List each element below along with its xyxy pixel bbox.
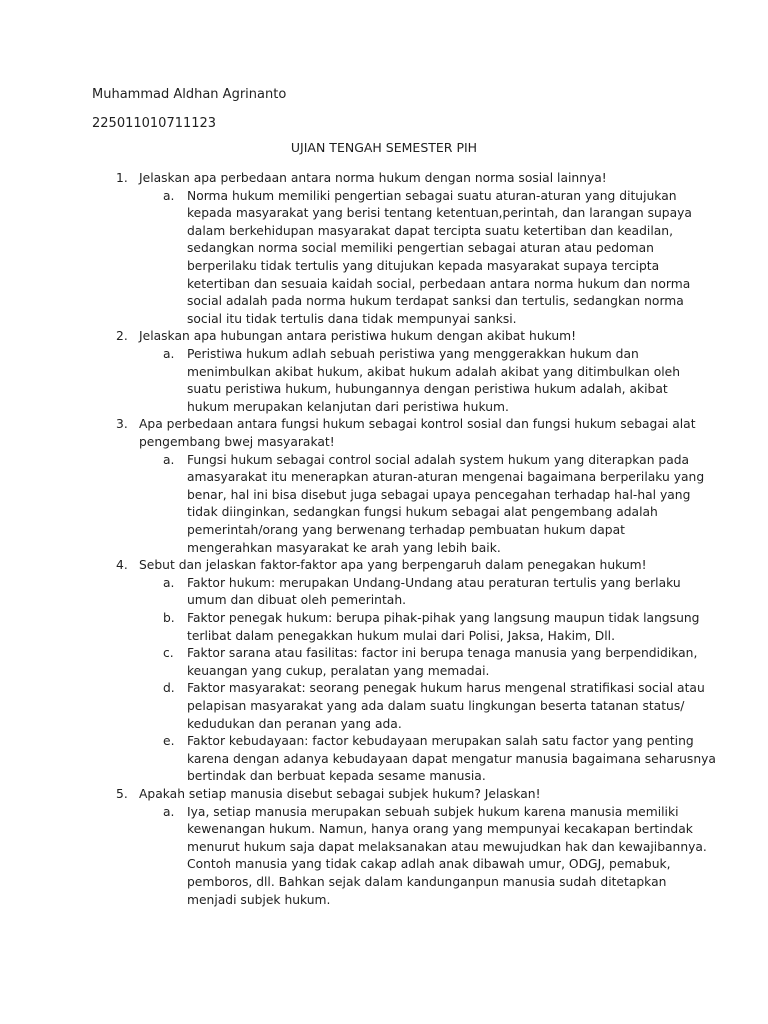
answer-text: Peristiwa hukum adlah sebuah peristiwa yang menggerakkan hukum dan xyxy=(187,347,639,361)
answer-text: bertindak dan berbuat kepada sesame manusia. xyxy=(187,769,486,784)
answer-text: pelapisan masyarakat yang ada dalam suatu lingkungan beserta tatanan status/ xyxy=(187,699,685,713)
answer-text: tidak diinginkan, sedangkan fungsi hukum sebagai alat pengembang adalah xyxy=(187,505,658,520)
answer-text: kepada masyarakat yang berisi tentang ketentuan,perintah, dan larangan supaya xyxy=(187,206,692,221)
answer-letter: d. xyxy=(163,681,175,696)
question-number: 4. xyxy=(116,558,128,573)
question-text: Apa perbedaan antara fungsi hukum sebagai kontrol sosial dan fungsi hukum sebagai alat xyxy=(139,417,696,432)
student-id: 225011010711123 xyxy=(92,116,217,131)
answer-letter: c. xyxy=(163,646,174,661)
answer-text: Faktor sarana atau fasilitas: factor ini berupa tenaga manusia yang berpendidikan, xyxy=(187,646,698,661)
answer-letter: a. xyxy=(163,347,175,361)
answer-text: mengerahkan masyarakat ke arah yang lebih baik. xyxy=(187,540,501,555)
answer-text: keuangan yang cukup, peralatan yang memadai. xyxy=(187,663,490,678)
answer-text: sedangkan norma social memiliki pengertian sebagai aturan atau pedoman xyxy=(187,241,654,256)
answer-text: pemboros, dll. Bahkan sejak dalam kandunganpun manusia sudah ditetapkan xyxy=(187,875,667,889)
answer-text: ketertiban dan sesuaia kaidah social, perbedaan antara norma hukum dan norma xyxy=(187,276,691,291)
answer-text: Contoh manusia yang tidak cakap adlah anak dibawah umur, ODGJ, pemabuk, xyxy=(187,857,671,872)
answer-text: hukum merupakan kelanjutan dari peristiwa hukum. xyxy=(187,399,509,414)
exam-title: UJIAN TENGAH SEMESTER PIH xyxy=(290,140,478,155)
answer-text: amasyarakat itu menerapkan aturan-aturan mengenai bagaimana berperilaku yang xyxy=(187,470,705,485)
question-number: 1. xyxy=(116,171,128,185)
answer-text: Norma hukum memiliki pengertian sebagai suatu aturan-aturan yang ditujukan xyxy=(187,188,677,203)
answer-letter: a. xyxy=(163,188,175,203)
answer-letter: b. xyxy=(163,611,175,625)
question-text: Jelaskan apa perbedaan antara norma hukum dengan norma sosial lainnya! xyxy=(139,171,607,185)
answer-text: berperilaku tidak tertulis yang ditujukan kepada masyarakat supaya tercipta xyxy=(187,259,660,273)
answer-text: terlibat dalam penegakkan hukum mulai dari Polisi, Jaksa, Hakim, Dll. xyxy=(187,628,615,643)
answer-text: Faktor hukum: merupakan Undang-Undang atau peraturan tertulis yang berlaku xyxy=(187,575,681,590)
answer-text: suatu peristiwa hukum, hubungannya dengan peristiwa hukum adalah, akibat xyxy=(187,382,668,397)
answer-text: Faktor kebudayaan: factor kebudayaan merupakan salah satu factor yang penting xyxy=(187,734,694,749)
question-number: 5. xyxy=(116,787,128,801)
question-text: pengembang bwej masyarakat! xyxy=(139,435,335,449)
answer-text: kewenangan hukum. Namun, hanya orang yang mempunyai kecakapan bertindak xyxy=(187,822,693,837)
answer-text: umum dan dibuat oleh pemerintah. xyxy=(187,593,407,608)
answer-text: Iya, setiap manusia merupakan sebuah subjek hukum karena manusia memiliki xyxy=(187,804,679,819)
question-text: Sebut dan jelaskan faktor-faktor apa yang berpengaruh dalam penegakan hukum! xyxy=(139,558,647,573)
answer-text: social adalah pada norma hukum terdapat sanksi dan tertulis, sedangkan norma xyxy=(187,294,684,309)
answer-letter: a. xyxy=(163,804,175,819)
student-name: Muhammad Aldhan Agrinanto xyxy=(92,87,287,102)
question-text: Jelaskan apa hubungan antara peristiwa hukum dengan akibat hukum! xyxy=(139,329,577,344)
answer-text: menjadi subjek hukum. xyxy=(187,892,331,907)
answer-text: menimbulkan akibat hukum, akibat hukum adalah akibat yang ditimbulkan oleh xyxy=(187,364,681,379)
answer-text: dalam berkehidupan masyarakat dapat tercipta suatu ketertiban dan keadilan, xyxy=(187,223,673,238)
answer-text: Faktor masyarakat: seorang penegak hukum harus mengenal stratifikasi social atau xyxy=(187,681,705,696)
answer-letter: a. xyxy=(163,452,175,467)
question-text: Apakah setiap manusia disebut sebagai subjek hukum? Jelaskan! xyxy=(139,787,541,801)
answer-text: Fungsi hukum sebagai control social adalah system hukum yang diterapkan pada xyxy=(187,452,690,467)
answer-text: pemerintah/orang yang berwenang terhadap pembuatan hukum dapat xyxy=(187,523,625,537)
answer-letter: e. xyxy=(163,734,175,749)
question-number: 2. xyxy=(116,329,128,344)
answer-text: social itu tidak tertulis dana tidak mempunyai sanksi. xyxy=(187,311,517,326)
answer-text: Faktor penegak hukum: berupa pihak-pihak yang langsung maupun tidak langsung xyxy=(187,611,700,625)
answer-text: karena dengan adanya kebudayaan dapat mengatur manusia bagaimana seharusnya xyxy=(187,751,716,766)
answer-letter: a. xyxy=(163,575,175,590)
answer-text: benar, hal ini bisa disebut juga sebagai upaya pencegahan terhadap hal-hal yang xyxy=(187,487,691,502)
question-number: 3. xyxy=(116,417,128,432)
answer-text: kedudukan dan peranan yang ada. xyxy=(187,716,402,731)
answer-text: menurut hukum saja dapat melaksanakan atau mewujudkan hak dan kewajibannya. xyxy=(187,839,707,854)
